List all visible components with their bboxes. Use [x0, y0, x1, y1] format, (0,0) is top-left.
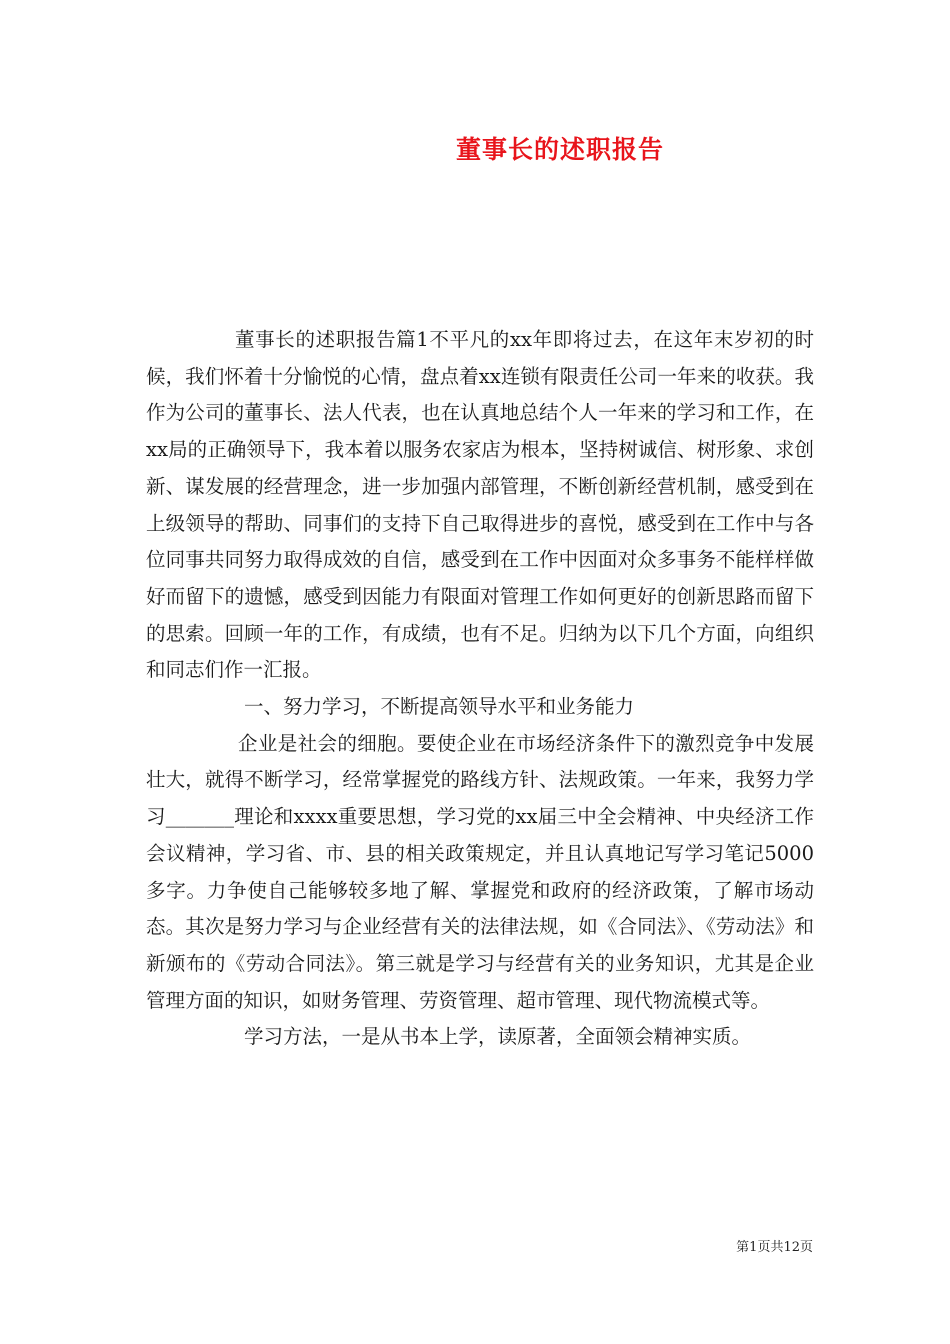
page-number-footer: 第1页共12页 [736, 1240, 813, 1255]
document-body [146, 322, 814, 1056]
paragraph-study-method: 学习方法，一是从书本上学，读原著，全面领会精神实质。 [244, 1025, 752, 1049]
paragraph-intro: 董事长的述职报告篇1不平凡的xx年即将过去，在这年末岁初的时候，我们怀着十分愉悦的心情，盘点着xx连锁有限责任公司一年来的收获。我作为公司的董事长、法人代表，也在认真地总结个人一年来的学习和工作，在xx局的正确领导下，我本着以服务农家店为根本，坚持树诚信、树形象、求创新、谋发展的经营理念，进一步加强内部管理，不断创新经营机制，感受到在上级领导的帮助、同事们的支持下自己取得进步的喜悦，感受到在工作中与各位同事共同努力取得成效的自信，感受到在工作中因面对众多事务不能样样做好而留下的遗憾，感受到因能力有限面对管理工作如何更好的创新思路而留下的思索。回顾一年的工作，有成绩，也有不足。归纳为以下几个方面，向组织和同志们作一汇报。 [146, 328, 814, 682]
document-title: 董事长的述职报告 [455, 135, 664, 164]
section-heading-1: 一、努力学习，不断提高领导水平和业务能力 [244, 695, 635, 719]
paragraph-study: 企业是社会的细胞。要使企业在市场经济条件下的激烈竞争中发展壮大，就得不断学习，经常掌握党的路线方针、法规政策。一年来，我努力学习_______理论和xxxx重要思想，学习党的xx届三中全会精神、中央经济工作会议精神，学习省、市、县的相关政策规定，并且认真地记写学习笔记5000多字。力争使自己能够较多地了解、掌握党和政府的经济政策，了解市场动态。其次是努力学习与企业经营有关的法律法规，如《合同法》、《劳动法》和新颁布的《劳动合同法》。第三就是学习与经营有关的业务知识，尤其是企业管理方面的知识，如财务管理、劳资管理、超市管理、现代物流模式等。 [146, 731, 814, 1012]
